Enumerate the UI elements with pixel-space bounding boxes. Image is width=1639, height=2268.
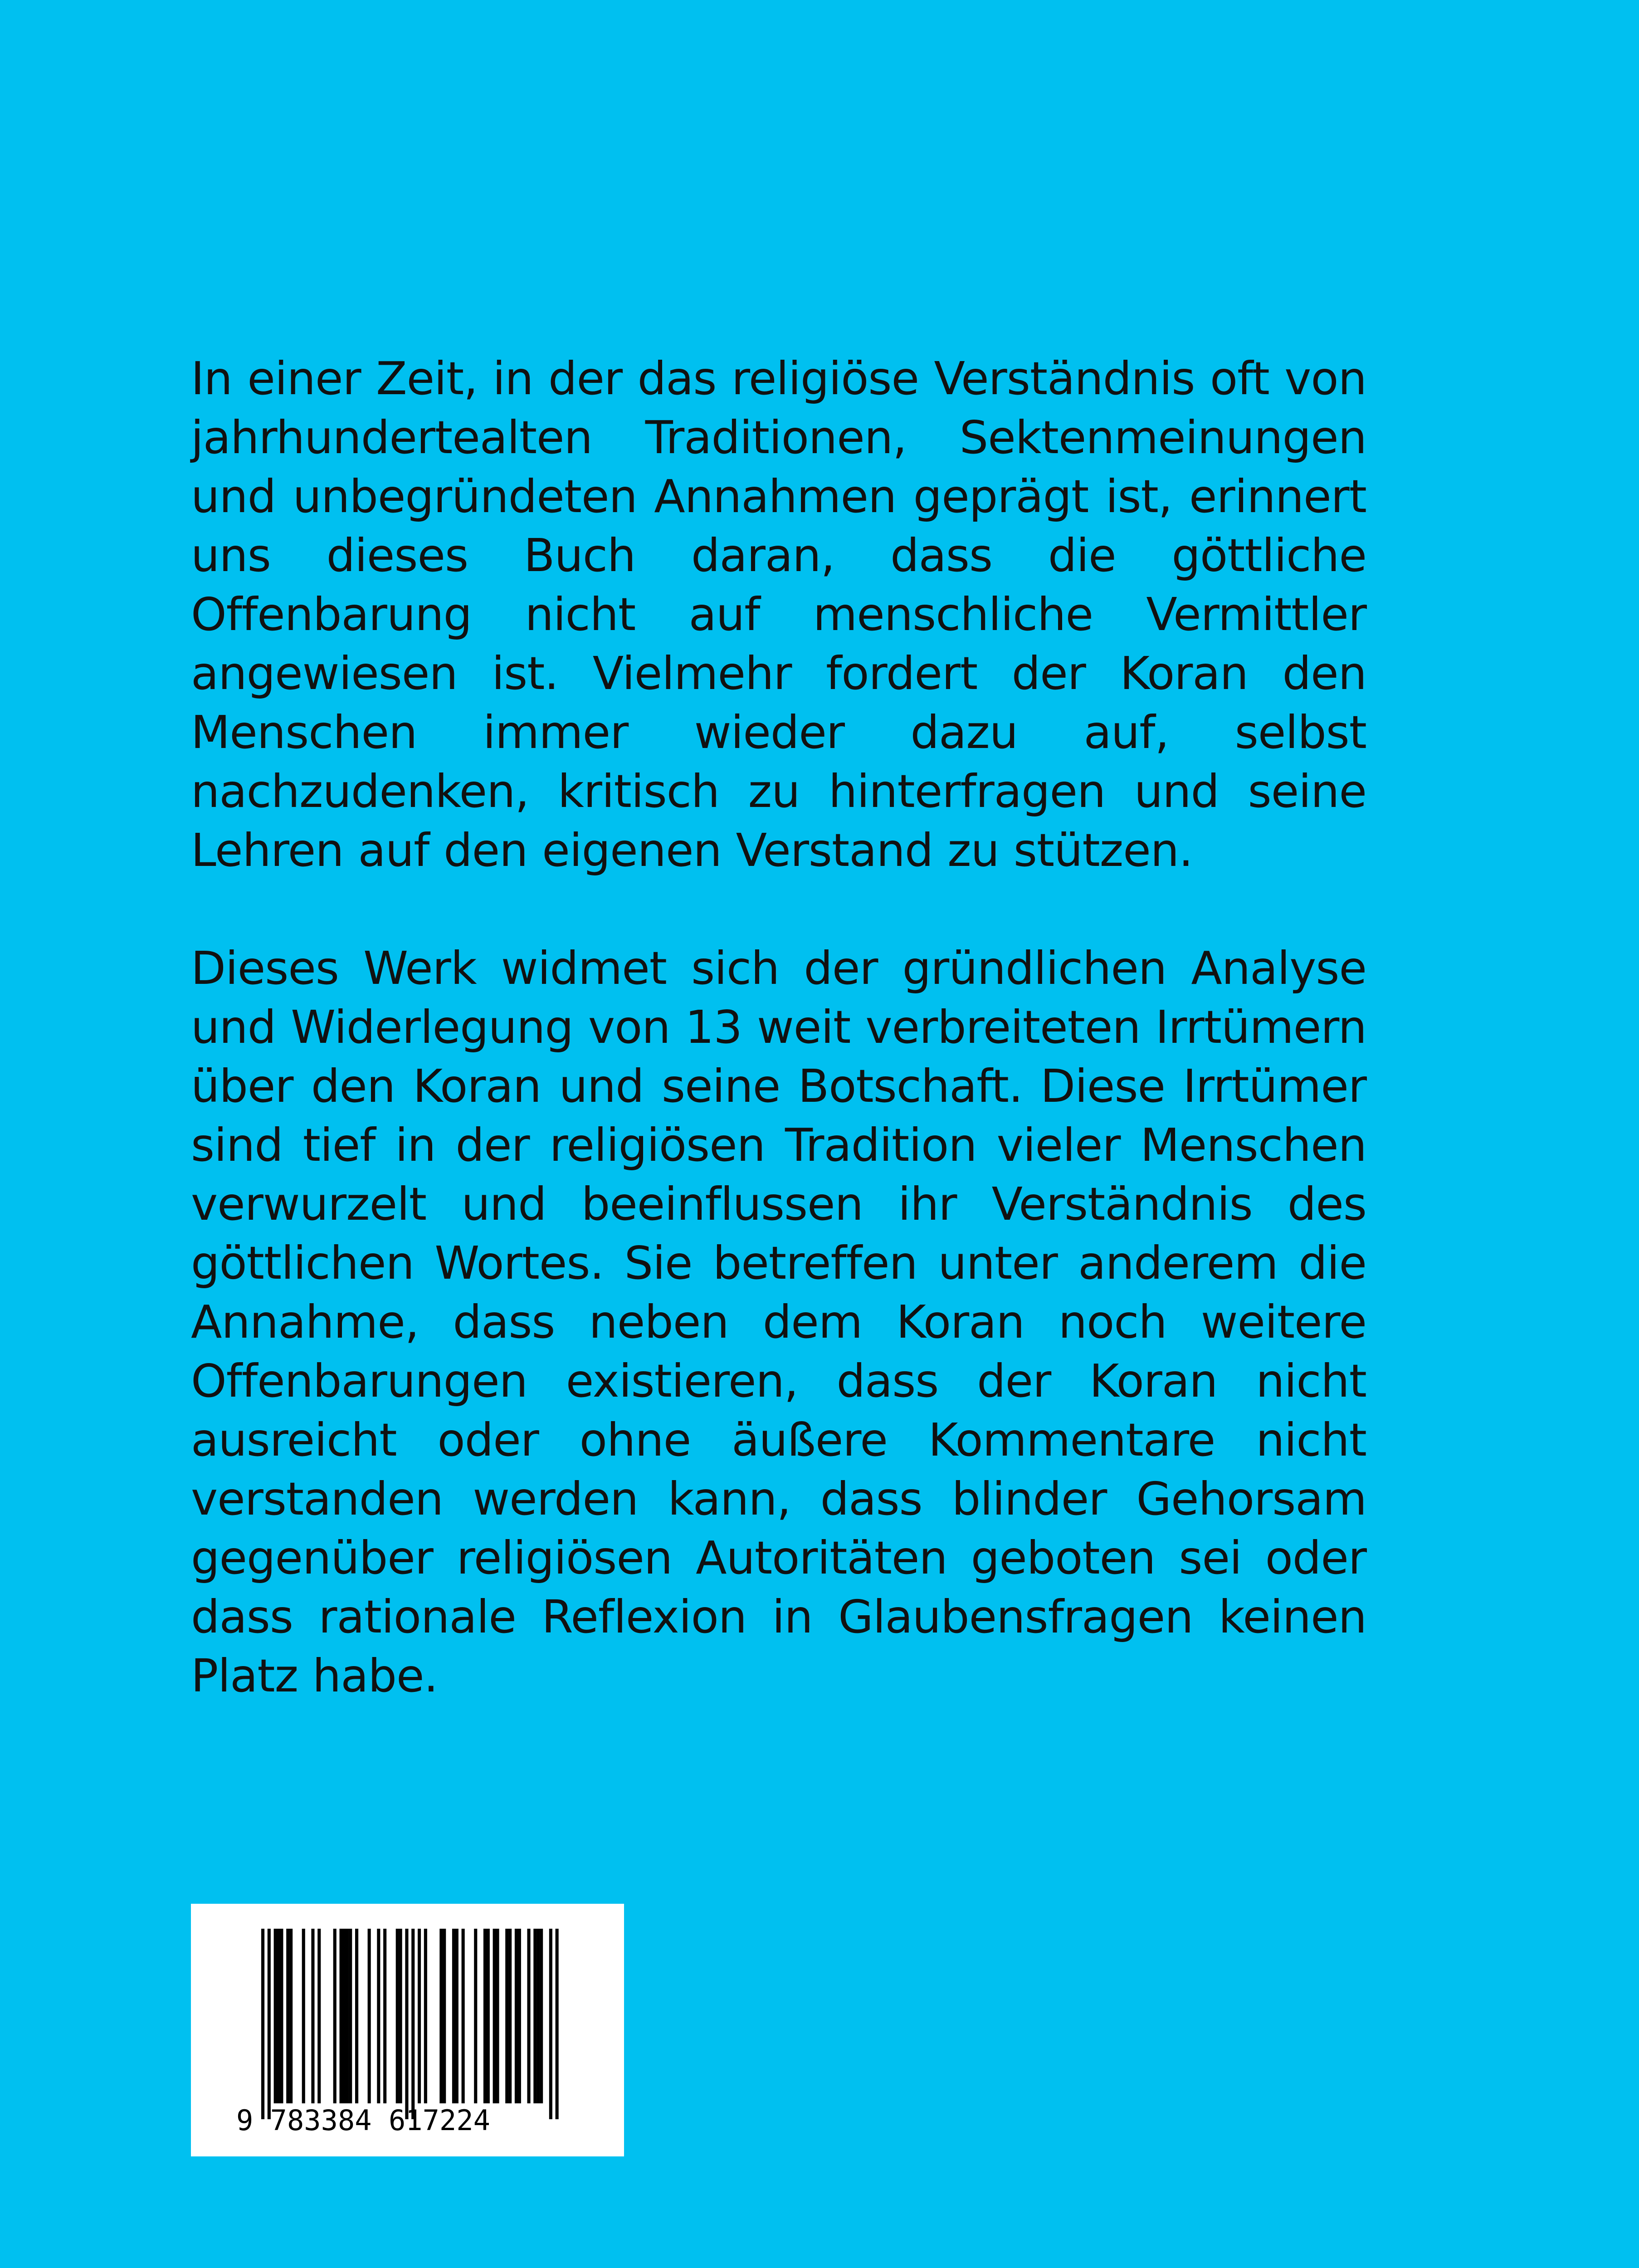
- barcode-bar: [342, 1929, 346, 2103]
- barcode-bar: [505, 1929, 508, 2103]
- barcode-bar: [333, 1929, 337, 2103]
- barcode-bar: [452, 1929, 455, 2103]
- barcode-bar: [439, 1929, 443, 2103]
- blurb-paragraph-1: In einer Zeit, in der das religiöse Verständnis oft von jahrhundertealten Traditionen, Sektenmeinungen und unbegründeten Annahmen geprägt ist, erinnert uns dieses Buch daran, dass die göttliche Offenbarung nicht auf menschliche Vermittler angewiesen ist. Vielmehr fordert der Koran den Menschen immer wieder dazu auf, selbst nachzudenken, kritisch zu hinterfragen und seine Lehren auf den eigenen Verstand zu stützen.: [191, 352, 1366, 877]
- barcode-bar: [515, 1929, 518, 2103]
- barcode-bar: [533, 1929, 537, 2103]
- barcode-bar: [289, 1929, 293, 2103]
- barcode-bar: [396, 1929, 399, 2103]
- barcode-bar: [443, 1929, 446, 2103]
- barcode-bar: [355, 1929, 358, 2103]
- barcode-bar: [280, 1929, 283, 2103]
- barcode-bar: [286, 1929, 289, 2103]
- blurb-paragraph-2: Dieses Werk widmet sich der gründlichen Analyse und Widerlegung von 13 weit verbreiteten Irrtümern über den Koran und seine Botschaft. Diese Irrtümer sind tief in der religiösen Tradition vieler Menschen verwurzelt und beeinflussen ihr Verständnis des göttlichen Wortes. Sie betreffen unter anderem die Annahme, dass neben dem Koran noch weitere Offenbarungen existieren, dass der Koran nicht ausreicht oder ohne äußere Kommentare nicht verstanden werden kann, dass blinder Gehorsam gegenüber religiösen Autoritäten geboten sei oder dass rationale Reflexion in Glaubensfragen keinen Platz habe.: [191, 942, 1366, 1702]
- barcode-bar: [399, 1929, 402, 2103]
- barcode-bar: [261, 1929, 264, 2119]
- barcode-bar: [418, 1929, 421, 2103]
- barcode-bar: [377, 1929, 380, 2103]
- barcode-bar: [487, 1929, 490, 2103]
- barcode-bar: [411, 1929, 415, 2119]
- barcode-bar: [493, 1929, 496, 2103]
- barcode-bar: [474, 1929, 477, 2103]
- barcode-bar: [383, 1929, 386, 2103]
- barcode-bar: [518, 1929, 521, 2103]
- barcode-bar: [537, 1929, 540, 2103]
- barcode-bar: [424, 1929, 427, 2103]
- barcode-bar: [311, 1929, 314, 2103]
- barcode-bar: [274, 1929, 277, 2103]
- barcode-bar: [302, 1929, 305, 2103]
- barcode-bar: [277, 1929, 280, 2103]
- barcode-bar: [483, 1929, 487, 2103]
- barcode-bar: [508, 1929, 512, 2103]
- barcode-bar: [346, 1929, 349, 2103]
- barcode-bar: [405, 1929, 408, 2119]
- barcode-bar: [368, 1929, 371, 2103]
- barcode-bar: [496, 1929, 499, 2103]
- isbn-number: 9 783384 617224: [236, 2104, 490, 2137]
- barcode-bar: [349, 1929, 352, 2103]
- isbn-barcode: [191, 1904, 624, 2156]
- barcode-bar: [455, 1929, 459, 2103]
- barcode-bar: [549, 1929, 552, 2119]
- barcode-bar: [268, 1929, 271, 2119]
- barcode-bar: [527, 1929, 531, 2103]
- barcode-bar: [540, 1929, 543, 2103]
- barcode-bar: [556, 1929, 559, 2119]
- barcode-bar: [317, 1929, 321, 2103]
- barcode-bar: [462, 1929, 465, 2103]
- barcode-bar: [340, 1929, 343, 2103]
